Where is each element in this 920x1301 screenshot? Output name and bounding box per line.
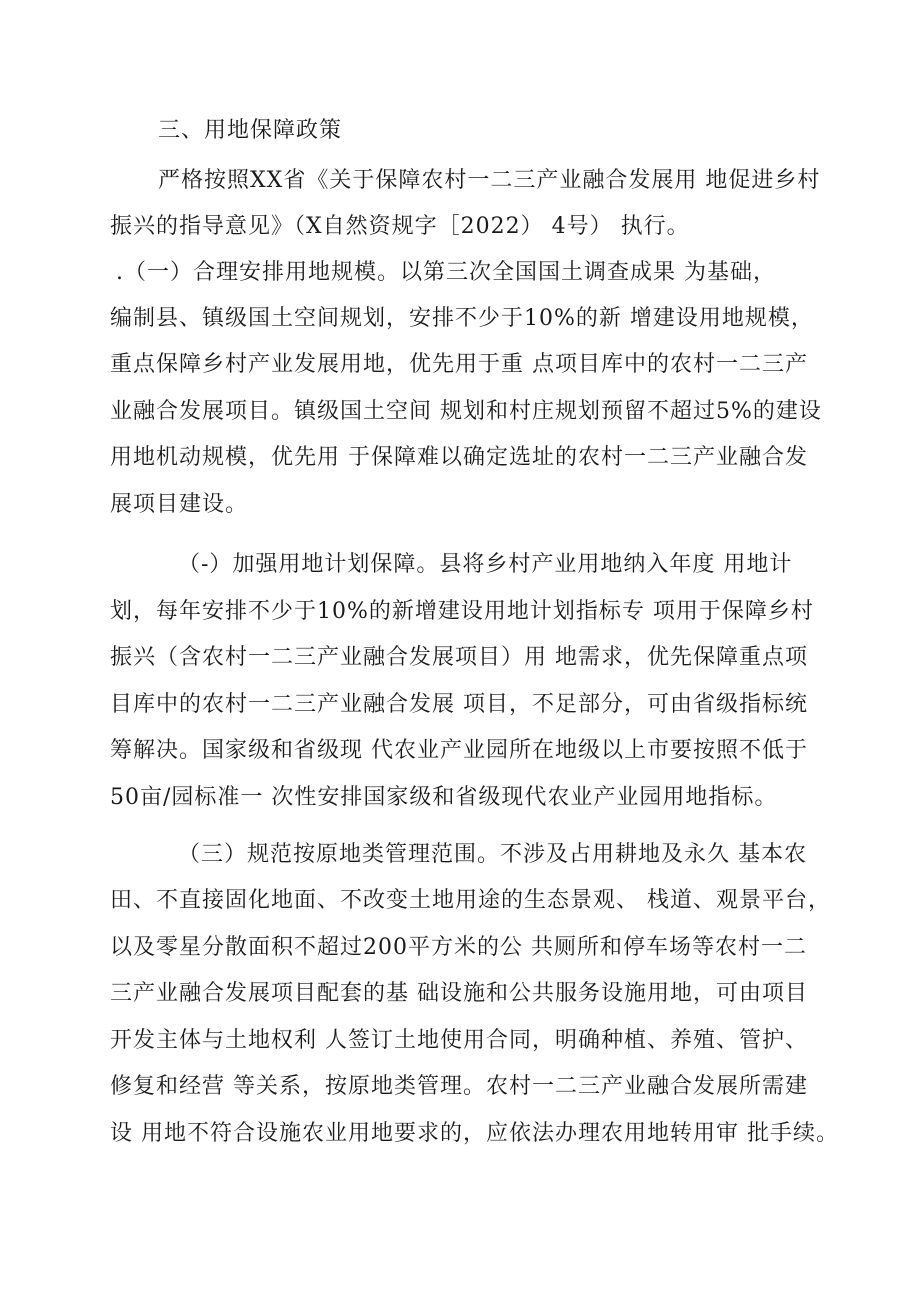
- section1-line-4: 业融合发展项目。镇级国土空间 规划和村庄规划预留不超过5%的建设: [110, 399, 822, 424]
- section3-line-2: 田、不直接固化地面、不改变土地用途的生态景观、 栈道、观景平台，: [110, 888, 831, 913]
- section2-line-3: 振兴（含农村一二三产业融合发展项目）用 地需求，优先保障重点项: [110, 645, 808, 670]
- section3-line-1: （三）规范按原地类管理范围。不涉及占用耕地及永久 基本农: [178, 842, 807, 867]
- section1-line-1: .（一）合理安排用地规模。以第三次全国国土调查成果 为基础，: [116, 260, 776, 285]
- section1-line-2: 编制县、镇级国土空间规划，安排不少于10%的新 增建设用地规模，: [110, 306, 814, 331]
- section1-line-6: 展项目建设。: [110, 492, 249, 517]
- section2-line-6: 50亩/园标准一 次性安排国家级和省级现代农业产业园用地指标。: [110, 785, 778, 810]
- section3-line-4: 三产业融合发展项目配套的基 础设施和公共服务设施用地，可由项目: [110, 981, 808, 1006]
- section3-line-6: 修复和经营 等关系，按原地类管理。农村一二三产业融合发展所需建: [110, 1074, 808, 1099]
- section3-line-5: 开发主体与土地权利 人签订土地使用合同，明确种植、养殖、管护、: [110, 1028, 808, 1053]
- section1-line-5: 用地机动规模，优先用 于保障难以确定选址的农村一二三产业融合发: [110, 445, 808, 470]
- section2-line-2: 划，每年安排不少于10%的新增建设用地计划指标专 项用于保障乡村: [110, 599, 814, 624]
- section3-line-7: 设 用地不符合设施农业用地要求的，应依法办理农用地转用审 批手续。: [110, 1121, 839, 1146]
- section1-line-3: 重点保障乡村产业发展用地，优先用于重 点项目库中的农村一二三产: [110, 352, 808, 377]
- section-heading: 三、用地保障政策: [158, 118, 343, 143]
- intro-line-1: 严格按照XX省《关于保障农村一二三产业融合发展用 地促进乡村: [158, 168, 821, 193]
- section3-line-3: 以及零星分散面积不超过200平方米的公 共厕所和停车场等农村一二: [110, 935, 807, 960]
- section2-line-5: 筹解决。国家级和省级现 代农业产业园所在地级以上市要按照不低于: [110, 738, 808, 763]
- section2-line-1: （-）加强用地计划保障。县将乡村产业用地纳入年度 用地计: [178, 552, 793, 577]
- intro-line-2: 振兴的指导意见》（X自然资规字［2022） 4号） 执行。: [110, 214, 690, 239]
- section2-line-4: 目库中的农村一二三产业融合发展 项目，不足部分，可由省级指标统: [110, 692, 808, 717]
